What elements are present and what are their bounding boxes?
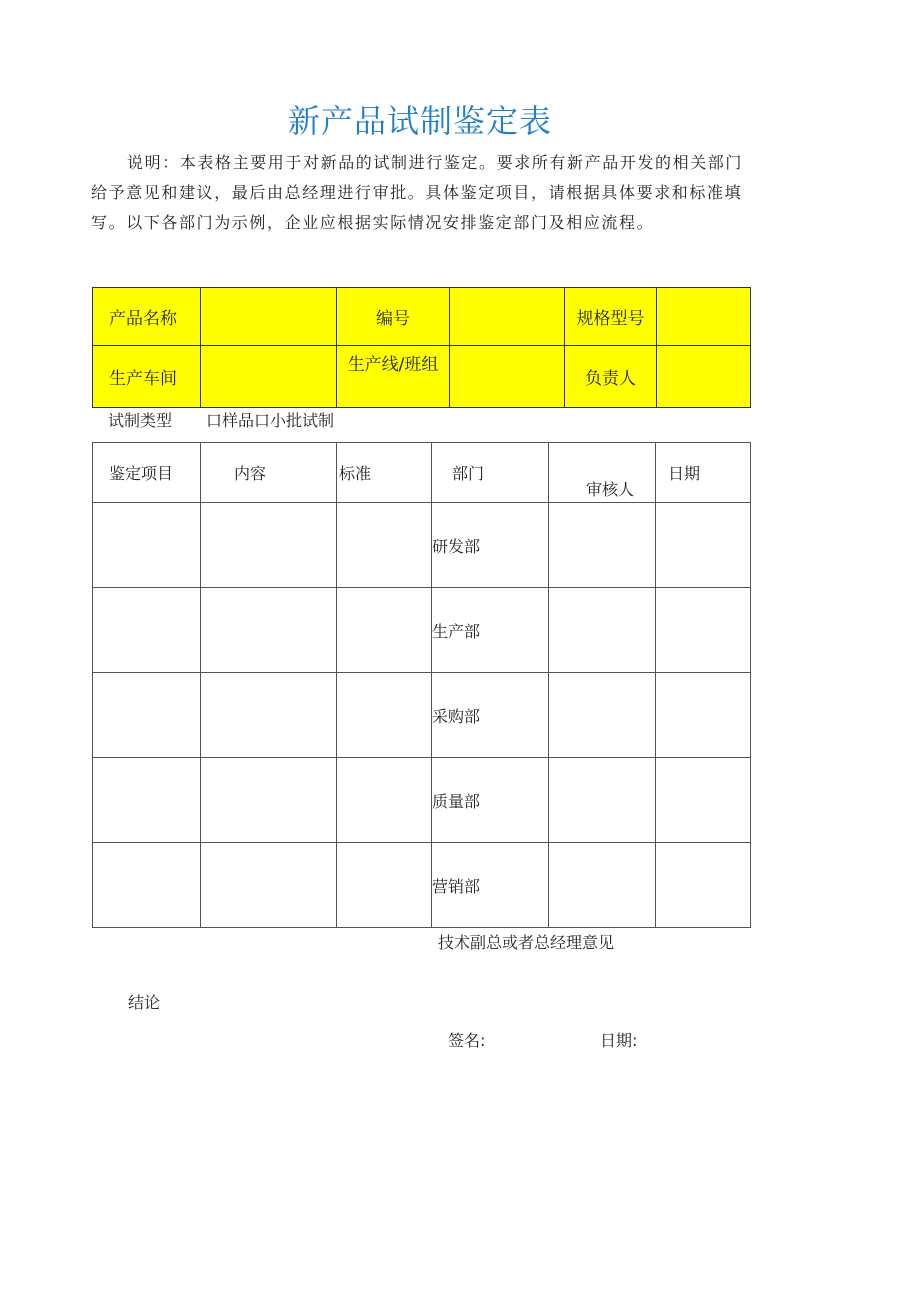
reviewer-cell[interactable] — [549, 758, 656, 843]
product-name-field[interactable] — [201, 288, 337, 346]
department-cell: 营销部 — [432, 843, 549, 928]
header-standard: 标准 — [337, 443, 432, 503]
code-field[interactable] — [450, 288, 565, 346]
owner-label: 负责人 — [565, 346, 657, 408]
department-cell: 生产部 — [432, 588, 549, 673]
manager-opinion-label: 技术副总或者总经理意见 — [438, 933, 615, 952]
standard-cell[interactable] — [337, 673, 432, 758]
standard-cell[interactable] — [337, 758, 432, 843]
item-cell[interactable] — [93, 588, 201, 673]
reviewer-cell[interactable] — [549, 843, 656, 928]
table-row — [93, 503, 751, 588]
conclusion-label: 结论 — [128, 993, 161, 1012]
reviewer-cell[interactable] — [549, 588, 656, 673]
date-cell[interactable] — [656, 843, 751, 928]
spec-field[interactable] — [657, 288, 751, 346]
date-label: 日期: — [600, 1031, 638, 1050]
standard-cell[interactable] — [337, 843, 432, 928]
header-date: 日期 — [656, 443, 751, 503]
date-cell[interactable] — [656, 758, 751, 843]
trial-type-label: 试制类型 — [108, 411, 173, 430]
department-cell: 采购部 — [432, 673, 549, 758]
reviewer-cell[interactable] — [549, 503, 656, 588]
table-row — [93, 588, 751, 673]
product-name-label: 产品名称 — [93, 288, 201, 346]
standard-cell[interactable] — [337, 503, 432, 588]
content-cell[interactable] — [201, 843, 337, 928]
workshop-label: 生产车间 — [93, 346, 201, 408]
header-item: 鉴定项目 — [93, 443, 201, 503]
reviewer-cell[interactable] — [549, 673, 656, 758]
table-row — [93, 758, 751, 843]
content-cell[interactable] — [201, 758, 337, 843]
table-row — [93, 843, 751, 928]
line-label: 生产线/班组 — [337, 346, 450, 408]
signature-label: 签名: — [448, 1031, 486, 1050]
item-cell[interactable] — [93, 503, 201, 588]
description-text: 说明：本表格主要用于对新品的试制进行鉴定。要求所有新产品开发的相关部门给予意见和建议，最后由总经理进行审批。具体鉴定项目，请根据具体要求和标准填写。以下各部门为示例，企业应根据实际情况安排鉴定部门及相应流程。 — [91, 153, 744, 232]
item-cell[interactable] — [93, 843, 201, 928]
department-cell: 研发部 — [432, 503, 549, 588]
department-cell: 质量部 — [432, 758, 549, 843]
item-cell[interactable] — [93, 673, 201, 758]
review-table — [92, 442, 751, 928]
date-cell[interactable] — [656, 503, 751, 588]
header-content: 内容 — [201, 443, 337, 503]
owner-field[interactable] — [657, 346, 751, 408]
standard-cell[interactable] — [337, 588, 432, 673]
code-label: 编号 — [337, 288, 450, 346]
date-cell[interactable] — [656, 673, 751, 758]
date-cell[interactable] — [656, 588, 751, 673]
content-cell[interactable] — [201, 673, 337, 758]
trial-type-options[interactable]: 口样品口小批试制 — [206, 411, 335, 430]
item-cell[interactable] — [93, 758, 201, 843]
product-info-table — [92, 287, 751, 408]
spec-label: 规格型号 — [565, 288, 657, 346]
content-cell[interactable] — [201, 588, 337, 673]
page-title: 新产品试制鉴定表 — [287, 102, 552, 140]
workshop-field[interactable] — [201, 346, 337, 408]
line-field[interactable] — [450, 346, 565, 408]
header-reviewer: 审核人 — [549, 443, 656, 503]
content-cell[interactable] — [201, 503, 337, 588]
table-row — [93, 673, 751, 758]
header-department: 部门 — [432, 443, 549, 503]
trial-type-row — [108, 408, 335, 431]
